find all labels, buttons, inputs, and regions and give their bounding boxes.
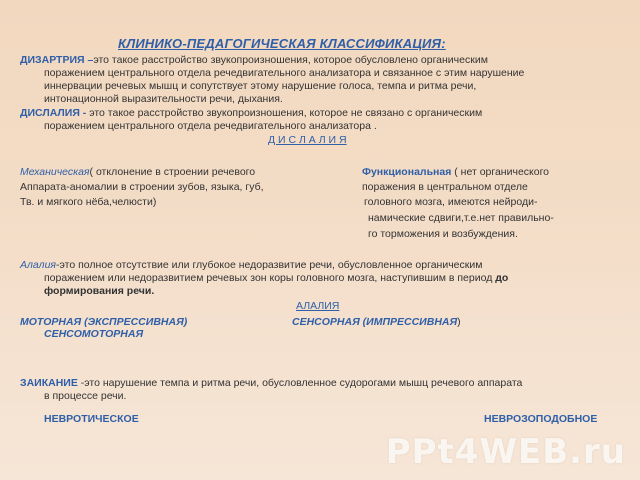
stuttering-text-2: в процессе речи.: [44, 390, 127, 402]
dysarthria-line-1: [20, 54, 488, 67]
mechanical-text-1: ( отклонение в строении речевого: [89, 166, 256, 178]
mechanical-term: Механическая: [20, 166, 90, 178]
alalia-type-sensory-paren: ): [457, 316, 461, 328]
dyslalia-term: ДИСЛАЛИЯ: [20, 107, 80, 119]
alalia-type-sensory: СЕНСОРНАЯ (ИМПРЕССИВНАЯ: [292, 316, 458, 328]
alalia-type-sensorimotor: СЕНСОМОТОРНАЯ: [44, 328, 144, 340]
dyslalia-heading: Д И С Л А Л И Я: [268, 134, 347, 146]
alalia-heading: АЛАЛИЯ: [296, 300, 340, 312]
alalia-line-2: [44, 272, 508, 285]
functional-line-1: [362, 166, 549, 179]
page-title: КЛИНИКО-ПЕДАГОГИЧЕСКАЯ КЛАССИФИКАЦИЯ:: [118, 36, 446, 51]
stuttering-type-neurotic: НЕВРОТИЧЕСКОЕ: [44, 413, 139, 425]
dysarthria-text-1: это такое расстройство звукопроизношения, которое обусловлено органическим: [93, 54, 488, 66]
dyslalia-line-1: [20, 107, 482, 120]
stuttering-text-1: -это нарушение темпа и ритма речи, обусловленное судорогами мышц речевого аппарата: [77, 377, 523, 389]
alalia-term: Алалия: [20, 259, 57, 271]
functional-text-2: поражения в центральном отделе: [362, 181, 528, 193]
stuttering-term: ЗАИКАНИЕ: [20, 377, 78, 389]
mechanical-text-3: Тв. и мягкого нёба,челюсти): [20, 196, 157, 208]
functional-text-5: го торможения и возбуждения.: [368, 228, 518, 240]
dysarthria-text-2: поражением центрального отдела речедвигательного анализатора и связанное с этим нарушение: [44, 67, 525, 79]
dyslalia-text-1: это такое расстройство звукопроизношения, которое не связано с органическим: [89, 107, 483, 119]
functional-text-4: намические сдвиги,т.е.нет правильно-: [368, 212, 554, 224]
dysarthria-dash: –: [84, 54, 94, 66]
dyslalia-text-2: поражением центрального отдела речедвигательного анализатора .: [44, 120, 377, 132]
alalia-text-2: поражением или недоразвитием речевых зон коры головного мозга, наступившим в период: [44, 272, 496, 284]
functional-text-1: ( нет органического: [451, 166, 550, 178]
stuttering-line-1: [20, 377, 522, 390]
alalia-type-motor: МОТОРНАЯ (ЭКСПРЕССИВНАЯ): [20, 316, 188, 328]
alalia-bold-inline: до: [495, 272, 509, 284]
dyslalia-dash: -: [79, 107, 90, 119]
alalia-text-1: -это полное отсутствие или глубокое недоразвитие речи, обусловленное органическим: [56, 259, 483, 271]
alalia-type-sensory-line: [292, 316, 461, 329]
dysarthria-term: ДИЗАРТРИЯ: [20, 54, 85, 66]
watermark-logo: PPt4WEB.ru: [385, 432, 626, 472]
dysarthria-text-3: иннервации речевых мышц и сопутствует этому нарушение голоса, темпа и ритма речи,: [44, 80, 477, 92]
alalia-text-3: формирования речи.: [44, 285, 155, 297]
dysarthria-text-4: интонационной выразительности речи, дыхания.: [44, 93, 283, 105]
functional-term: Функциональная: [362, 166, 452, 178]
functional-text-3: головного мозга, имеются нейроди-: [364, 196, 538, 208]
mechanical-line-1: [20, 166, 255, 179]
stuttering-type-neurosis-like: НЕВРОЗОПОДОБНОЕ: [484, 413, 598, 425]
mechanical-text-2: Аппарата-аномалии в строении зубов, языка, губ,: [20, 181, 264, 193]
alalia-line-1: [20, 259, 482, 272]
